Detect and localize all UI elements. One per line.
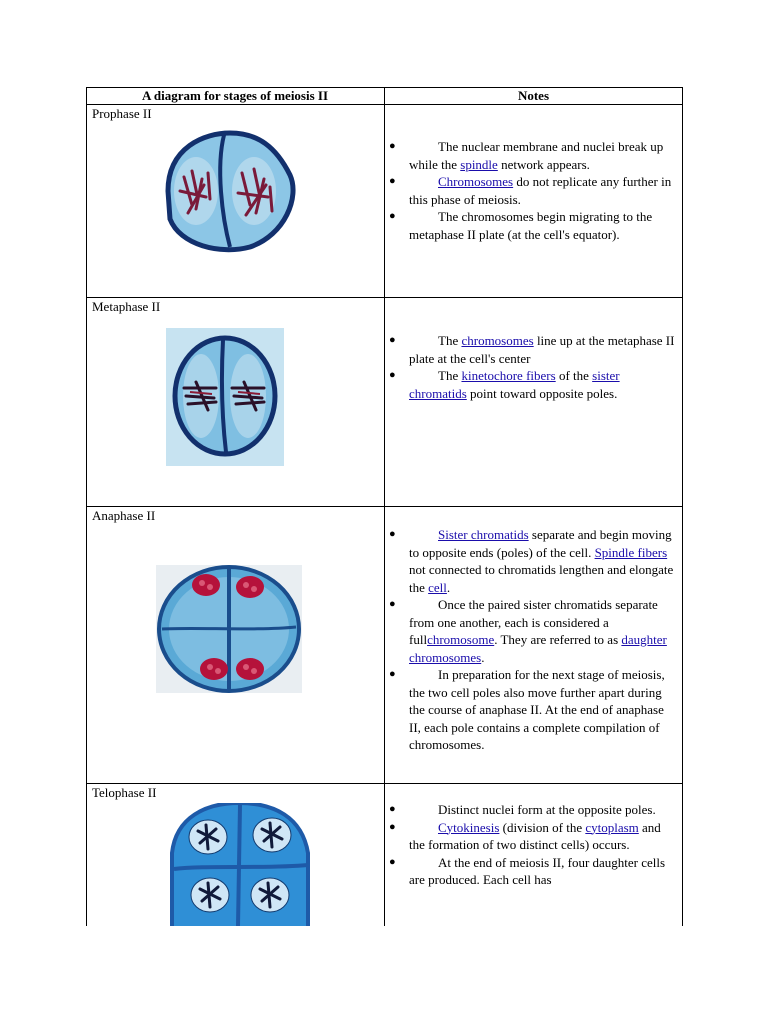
term-link[interactable]: chromosomes xyxy=(461,333,534,348)
prophase-micrograph xyxy=(150,127,296,255)
term-link[interactable]: Cytokinesis xyxy=(438,819,500,835)
term-link[interactable]: daughter chromosomes xyxy=(409,632,667,665)
bullet-dot-icon: ● xyxy=(389,140,396,152)
note-text: . They are referred to as xyxy=(494,632,622,647)
row-divider-2 xyxy=(86,506,683,507)
term-link[interactable]: sister chromatids xyxy=(409,368,620,401)
term-link[interactable]: Chromosomes xyxy=(438,174,514,189)
note-text: and the formation of two distinct cells) occurs. xyxy=(409,819,661,852)
note-text: . xyxy=(446,579,451,595)
note-bullet xyxy=(385,819,682,854)
anaphase-micrograph xyxy=(156,565,302,693)
note-text: At the end of meiosis II, four daughter cells are produced. Each cell has xyxy=(409,854,666,887)
stage-label-telophase: Telophase II xyxy=(92,785,157,800)
stage-label-metaphase: Metaphase II xyxy=(92,299,161,314)
bullet-dot-icon: ● xyxy=(389,210,396,222)
term-link[interactable]: kinetochore fibers xyxy=(461,368,556,383)
notes-telophase xyxy=(385,801,682,889)
notes-anaphase xyxy=(385,526,682,754)
row-divider-3 xyxy=(86,783,683,784)
note-bullet xyxy=(385,208,682,243)
meiosis-table xyxy=(86,87,683,926)
term-link[interactable]: chromosome xyxy=(427,632,495,647)
term-link[interactable]: Sister chromatids xyxy=(438,527,529,542)
bullet-dot-icon: ● xyxy=(389,598,396,610)
note-bullet xyxy=(385,138,682,173)
note-bullet xyxy=(385,332,682,367)
term-link[interactable]: cytoplasm xyxy=(585,819,639,835)
note-bullet xyxy=(385,173,682,208)
note-text: network appears. xyxy=(497,156,590,172)
note-text: Once the paired sister chromatids separate from one another, each is considered a full xyxy=(409,597,658,647)
note-bullet xyxy=(385,596,682,666)
bullet-dot-icon: ● xyxy=(389,175,396,187)
note-bullet xyxy=(385,526,682,596)
bullet-dot-icon: ● xyxy=(389,369,396,381)
bullet-dot-icon: ● xyxy=(389,668,396,680)
note-text: of the xyxy=(555,368,593,383)
bullet-dot-icon: ● xyxy=(389,820,396,833)
telophase-micrograph xyxy=(166,803,312,926)
note-text: The xyxy=(438,368,462,383)
term-link[interactable]: spindle xyxy=(460,156,498,172)
note-text: In preparation for the next stage of meiosis, the two cell poles also move further apart during the course of anaphase II. At the end of anaphase II, each pole contains a complete compilation of chromosomes. xyxy=(409,667,665,752)
note-text: point toward opposite poles. xyxy=(466,385,618,401)
bullet-dot-icon: ● xyxy=(389,855,396,868)
header-divider xyxy=(86,104,683,105)
note-text: . xyxy=(481,649,485,665)
note-text: The chromosomes begin migrating to the metaphase II plate (at the cell's equator). xyxy=(409,209,653,242)
term-link[interactable]: Spindle fibers xyxy=(594,544,668,560)
note-text: The nuclear membrane and nuclei break up while the xyxy=(409,139,664,172)
bullet-dot-icon: ● xyxy=(389,528,396,540)
term-link[interactable]: cell xyxy=(428,579,447,595)
note-bullet xyxy=(385,854,682,889)
note-text: separate and begin moving to opposite ends (poles) of the cell. xyxy=(409,527,672,560)
stage-label-anaphase: Anaphase II xyxy=(92,508,156,523)
note-text: line up at the metaphase II plate at the cell's center xyxy=(409,333,675,366)
bullet-dot-icon: ● xyxy=(389,334,396,346)
header-notes: Notes xyxy=(517,88,550,103)
note-text: not connected to chromatids lengthen and elongate the xyxy=(409,562,674,595)
notes-prophase xyxy=(385,138,682,243)
note-text: do not replicate any further in this phase of meiosis. xyxy=(409,174,672,207)
stage-label-prophase: Prophase II xyxy=(92,106,152,121)
header-diagram: A diagram for stages of meiosis II xyxy=(141,88,329,103)
bullet-dot-icon: ● xyxy=(389,803,396,815)
note-text: Distinct nuclei form at the opposite poles. xyxy=(438,802,656,817)
notes-metaphase xyxy=(385,332,682,402)
note-text: The xyxy=(438,333,462,348)
note-bullet xyxy=(385,666,682,754)
row-divider-1 xyxy=(86,297,683,298)
metaphase-micrograph xyxy=(166,328,284,466)
note-bullet xyxy=(385,367,682,402)
note-text: (division of the xyxy=(499,819,586,835)
note-bullet xyxy=(385,801,682,819)
